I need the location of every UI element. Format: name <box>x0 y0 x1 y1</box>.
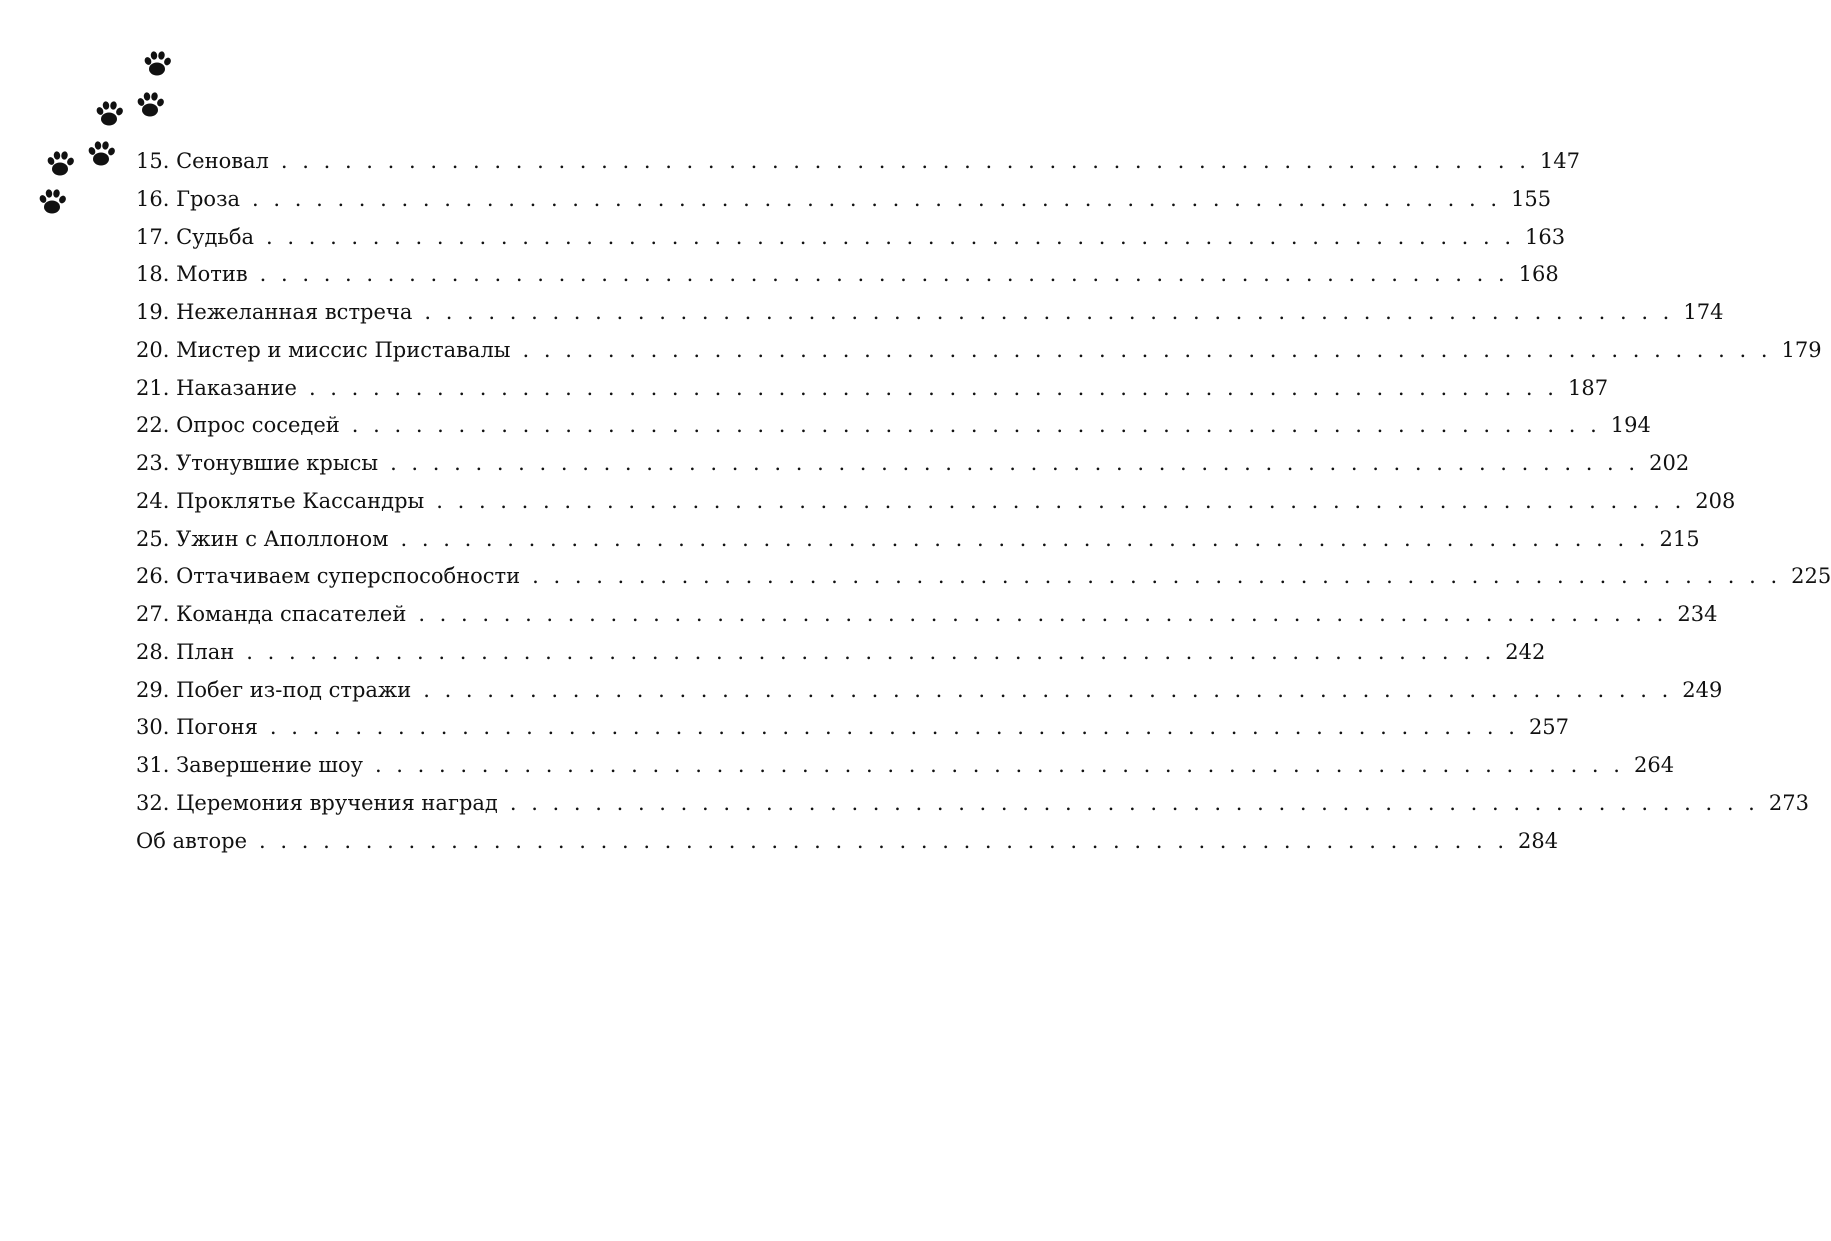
toc-entry <box>136 407 1651 445</box>
toc-entry-page-number: 264 <box>1633 753 1675 777</box>
toc-entry-page-number: 147 <box>1539 149 1580 173</box>
toc-entry-title: 31. Завершение шоу <box>136 753 363 777</box>
dot-leader: . . . . . . . . . . . . . . . . . . . . . . . . . . . . . . . . . . . . . . . . . . . . . . . . . . . . . . . . . . . <box>308 375 1558 400</box>
toc-entry-title: 17. Судьба <box>136 224 255 249</box>
toc-entry <box>136 256 1559 294</box>
toc-entry <box>136 823 1559 861</box>
toc-entry-title: 28. План <box>136 639 235 664</box>
paw-print-icon <box>38 188 68 216</box>
dot-leader: . . . . . . . . . . . . . . . . . . . . . . . . . . . . . . . . . . . . . . . . . . . . . . . . . . . . . . . . . . . <box>269 715 1519 740</box>
toc-entry-page-number: 155 <box>1511 186 1552 211</box>
dot-leader: . . . . . . . . . . . . . . . . . . . . . . . . . . . . . . . . . . . . . . . . . . . . . . . . . . . . . . . . . . . <box>259 828 1509 853</box>
toc-entry-page-number: 284 <box>1518 828 1559 853</box>
toc-entry <box>136 294 1724 332</box>
toc-entry-title: 25. Ужин с Аполлоном <box>136 526 389 551</box>
dot-leader: . . . . . . . . . . . . . . . . . . . . . . . . . . . . . . . . . . . . . . . . . . . . . . . . . . . . . . . . . . . <box>532 564 1782 589</box>
dot-leader: . . . . . . . . . . . . . . . . . . . . . . . . . . . . . . . . . . . . . . . . . . . . . . . . . . . . . . . . . . . <box>390 451 1640 475</box>
dot-leader: . . . . . . . . . . . . . . . . . . . . . . . . . . . . . . . . . . . . . . . . . . . . . . . . . . . . . . . . . . . <box>424 300 1674 324</box>
toc-entry-title: 18. Мотив <box>136 262 248 287</box>
toc-entry-title: Об авторе <box>136 828 248 853</box>
paw-print-icon <box>95 100 125 128</box>
dot-leader: . . . . . . . . . . . . . . . . . . . . . . . . . . . . . . . . . . . . . . . . . . . . . . . . . . . . . . . . . . . <box>266 224 1516 249</box>
toc-entry-page-number: 187 <box>1567 375 1609 400</box>
toc-entry-title: 23. Утонувшие крысы <box>136 451 379 475</box>
toc-entry <box>136 672 1723 710</box>
toc-entry-title: 29. Побег из-под стражи <box>136 677 412 702</box>
toc-entry-title: 20. Мистер и миссис Приставалы <box>136 337 511 362</box>
toc-entry <box>136 332 1822 370</box>
paw-print-icon <box>136 91 166 119</box>
toc-entry <box>136 558 1831 596</box>
toc-entry <box>136 785 1809 823</box>
toc-entry-title: 15. Сеновал <box>136 149 269 173</box>
dot-leader: . . . . . . . . . . . . . . . . . . . . . . . . . . . . . . . . . . . . . . . . . . . . . . . . . . . . . . . . . . . <box>280 149 1530 173</box>
dot-leader: . . . . . . . . . . . . . . . . . . . . . . . . . . . . . . . . . . . . . . . . . . . . . . . . . . . . . . . . . . . <box>400 526 1650 551</box>
dot-leader: . . . . . . . . . . . . . . . . . . . . . . . . . . . . . . . . . . . . . . . . . . . . . . . . . . . . . . . . . . . <box>418 602 1668 626</box>
toc-entry <box>136 634 1546 672</box>
toc-entry-page-number: 208 <box>1695 488 1736 513</box>
toc-entry-page-number: 242 <box>1505 639 1546 664</box>
toc-entry-page-number: 179 <box>1781 337 1822 362</box>
dot-leader: . . . . . . . . . . . . . . . . . . . . . . . . . . . . . . . . . . . . . . . . . . . . . . . . . . . . . . . . . . . <box>423 677 1673 702</box>
dot-leader: . . . . . . . . . . . . . . . . . . . . . . . . . . . . . . . . . . . . . . . . . . . . . . . . . . . . . . . . . . . <box>509 790 1759 815</box>
dot-leader: . . . . . . . . . . . . . . . . . . . . . . . . . . . . . . . . . . . . . . . . . . . . . . . . . . . . . . . . . . . <box>259 262 1509 287</box>
toc-entry-title: 24. Проклятье Кассандры <box>136 488 425 513</box>
toc-entry-title: 19. Нежеланная встреча <box>136 300 413 324</box>
toc-entry <box>136 747 1675 785</box>
dot-leader: . . . . . . . . . . . . . . . . . . . . . . . . . . . . . . . . . . . . . . . . . . . . . . . . . . . . . . . . . . . <box>246 639 1496 664</box>
paw-print-icon <box>46 150 76 178</box>
toc-entry-title: 27. Команда спасателей <box>136 602 407 626</box>
dot-leader: . . . . . . . . . . . . . . . . . . . . . . . . . . . . . . . . . . . . . . . . . . . . . . . . . . . . . . . . . . . <box>522 337 1772 362</box>
dot-leader: . . . . . . . . . . . . . . . . . . . . . . . . . . . . . . . . . . . . . . . . . . . . . . . . . . . . . . . . . . . <box>374 753 1624 777</box>
toc-entry-page-number: 257 <box>1528 715 1570 740</box>
toc-entry-title: 16. Гроза <box>136 186 241 211</box>
toc-entry <box>136 181 1552 219</box>
toc-entry-title: 22. Опрос соседей <box>136 413 340 438</box>
table-of-contents <box>136 143 1831 860</box>
toc-entry-page-number: 273 <box>1768 790 1809 815</box>
toc-entry-page-number: 174 <box>1683 300 1724 324</box>
toc-entry-title: 32. Церемония вручения наград <box>136 790 498 815</box>
toc-entry-page-number: 215 <box>1659 526 1700 551</box>
toc-entry-title: 21. Наказание <box>136 375 297 400</box>
toc-entry <box>136 709 1570 747</box>
toc-entry-page-number: 163 <box>1525 224 1566 249</box>
toc-entry-title: 26. Оттачиваем суперспособности <box>136 564 521 589</box>
toc-entry <box>136 219 1566 257</box>
paw-print-icon <box>87 140 117 168</box>
paw-print-icon <box>143 50 173 78</box>
toc-entry-page-number: 249 <box>1682 677 1723 702</box>
toc-entry-page-number: 234 <box>1677 602 1718 626</box>
toc-entry <box>136 370 1609 408</box>
toc-entry-title: 30. Погоня <box>136 715 258 740</box>
toc-entry-page-number: 202 <box>1649 451 1690 475</box>
toc-entry <box>136 143 1580 181</box>
toc-entry-page-number: 194 <box>1610 413 1651 438</box>
dot-leader: . . . . . . . . . . . . . . . . . . . . . . . . . . . . . . . . . . . . . . . . . . . . . . . . . . . . . . . . . . . <box>351 413 1601 438</box>
toc-entry-page-number: 225 <box>1791 564 1831 589</box>
toc-entry <box>136 596 1718 634</box>
toc-entry-page-number: 168 <box>1518 262 1559 287</box>
dot-leader: . . . . . . . . . . . . . . . . . . . . . . . . . . . . . . . . . . . . . . . . . . . . . . . . . . . . . . . . . . . <box>252 186 1502 211</box>
dot-leader: . . . . . . . . . . . . . . . . . . . . . . . . . . . . . . . . . . . . . . . . . . . . . . . . . . . . . . . . . . . <box>436 488 1686 513</box>
toc-entry <box>136 445 1690 483</box>
toc-entry <box>136 483 1736 521</box>
toc-entry <box>136 521 1700 559</box>
